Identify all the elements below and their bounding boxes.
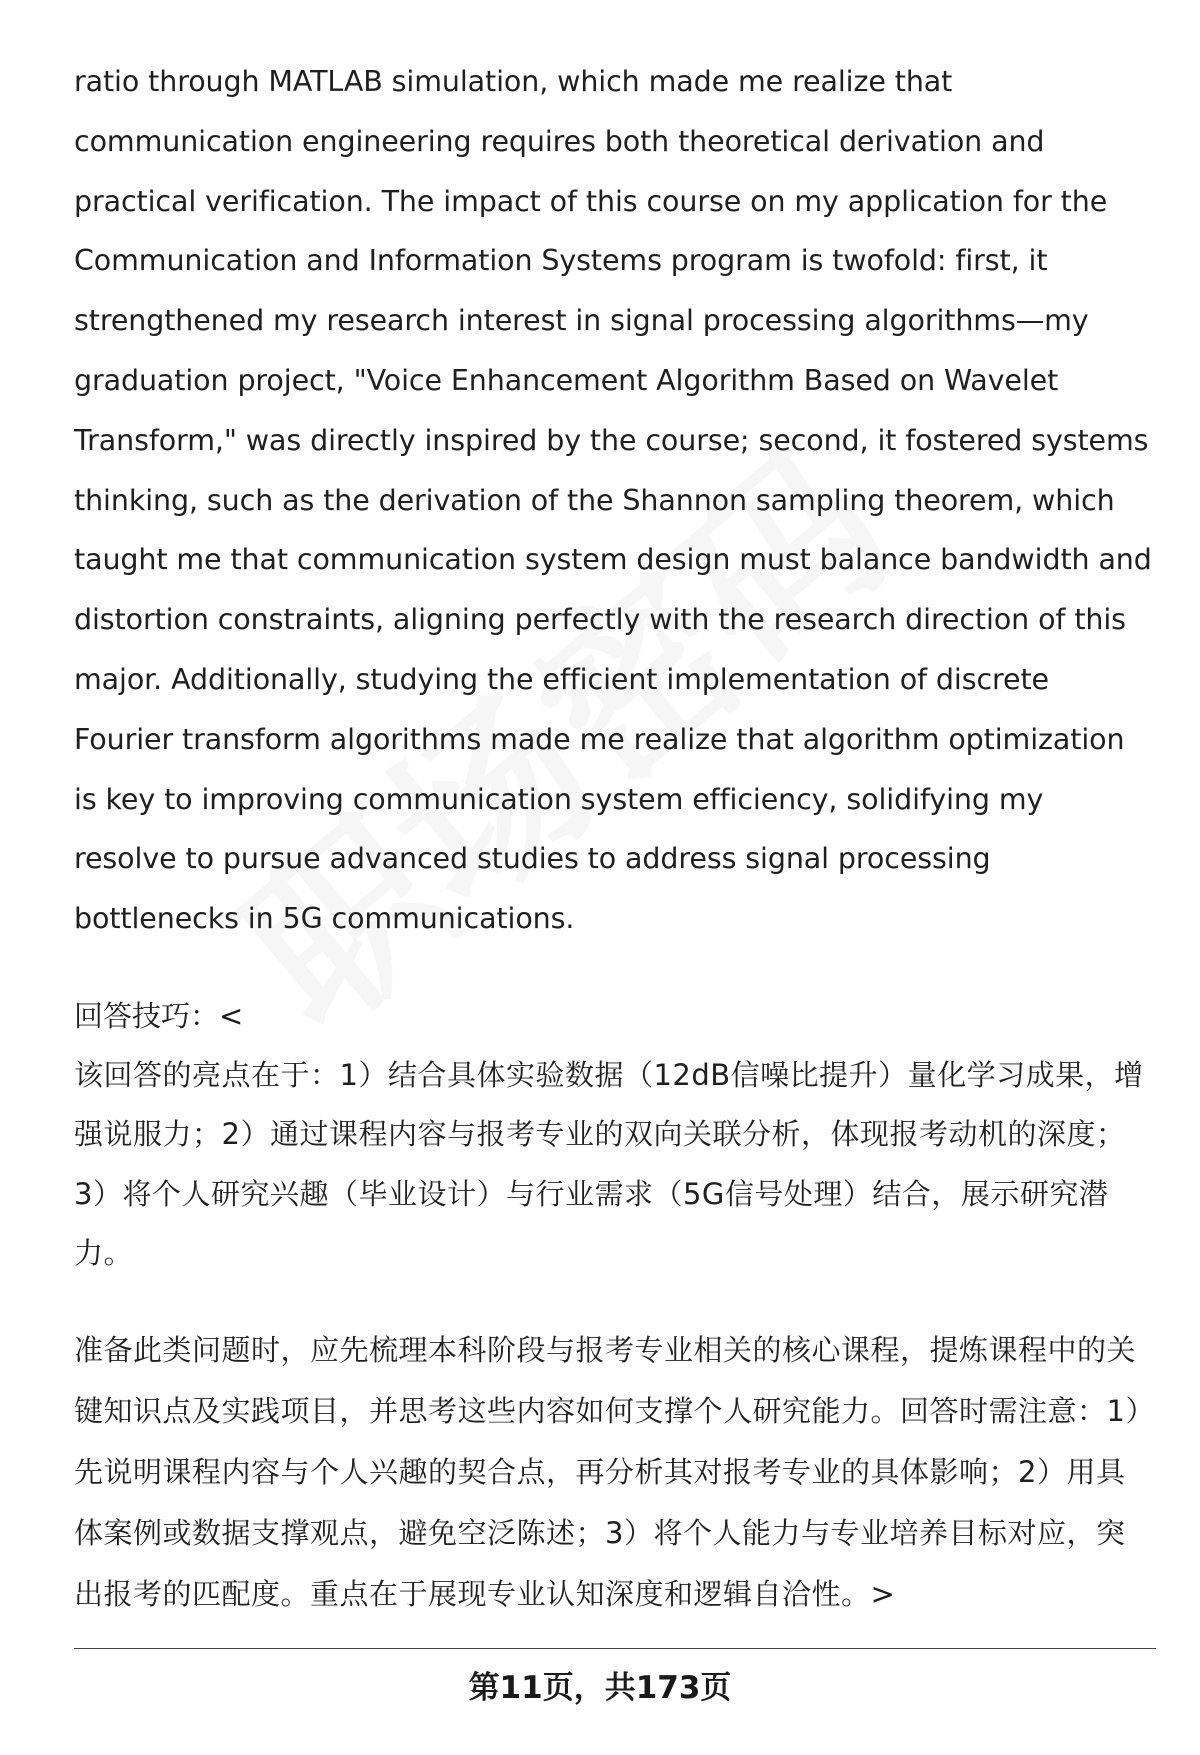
english-answer-paragraph: ratio through MATLAB simulation, which made me realize that communication engineering requires both theoretical derivation and practical verification. The impact of this course on my application for the Communication and Information Systems program is twofold: first, it strengthened my research interest in signal processing algorithms—my graduation project, "Voice Enhancement Algorithm Based on Wavelet Transform," was directly inspired by the course; second, it fostered systems thinking, such as the derivation of the Shannon sampling theorem, which taught me that communication system design must balance bandwidth and distortion constraints, aligning perfectly with the research direction of this major. Additionally, studying the efficient implementation of discrete Fourier transform algorithms made me realize that algorithm optimization is key to improving communication system efficiency, solidifying my resolve to pursue advanced studies to address signal processing bottlenecks in 5G communications. [74,65,1152,936]
answer-tips-section [74,987,1154,1284]
tips-label: 回答技巧：< [74,998,244,1033]
tips-paragraph: 该回答的亮点在于：1）结合具体实验数据（12dB信噪比提升）量化学习成果，增强说服力；2）通过课程内容与报考专业的双向关联分析，体现报考动机的深度；3）将个人研究兴趣（毕业设计）与行业需求（5G信号处理）结合，展示研究潜力。 [74,1057,1144,1271]
page-number: 第11页，共173页 [468,1670,732,1706]
preparation-paragraph: 准备此类问题时，应先梳理本科阶段与报考专业相关的核心课程，提炼课程中的关键知识点及实践项目，并思考这些内容如何支撑个人研究能力。回答时需注意：1）先说明课程内容与个人兴趣的契合点，再分析其对报考专业的具体影响；2）用具体案例或数据支撑观点，避免空泛陈述；3）将个人能力与专业培养目标对应，突出报考的匹配度。重点在于展现专业认知深度和逻辑自洽性。> [74,1332,1141,1611]
footer-divider [74,1648,1156,1649]
content-area [74,52,1154,1654]
